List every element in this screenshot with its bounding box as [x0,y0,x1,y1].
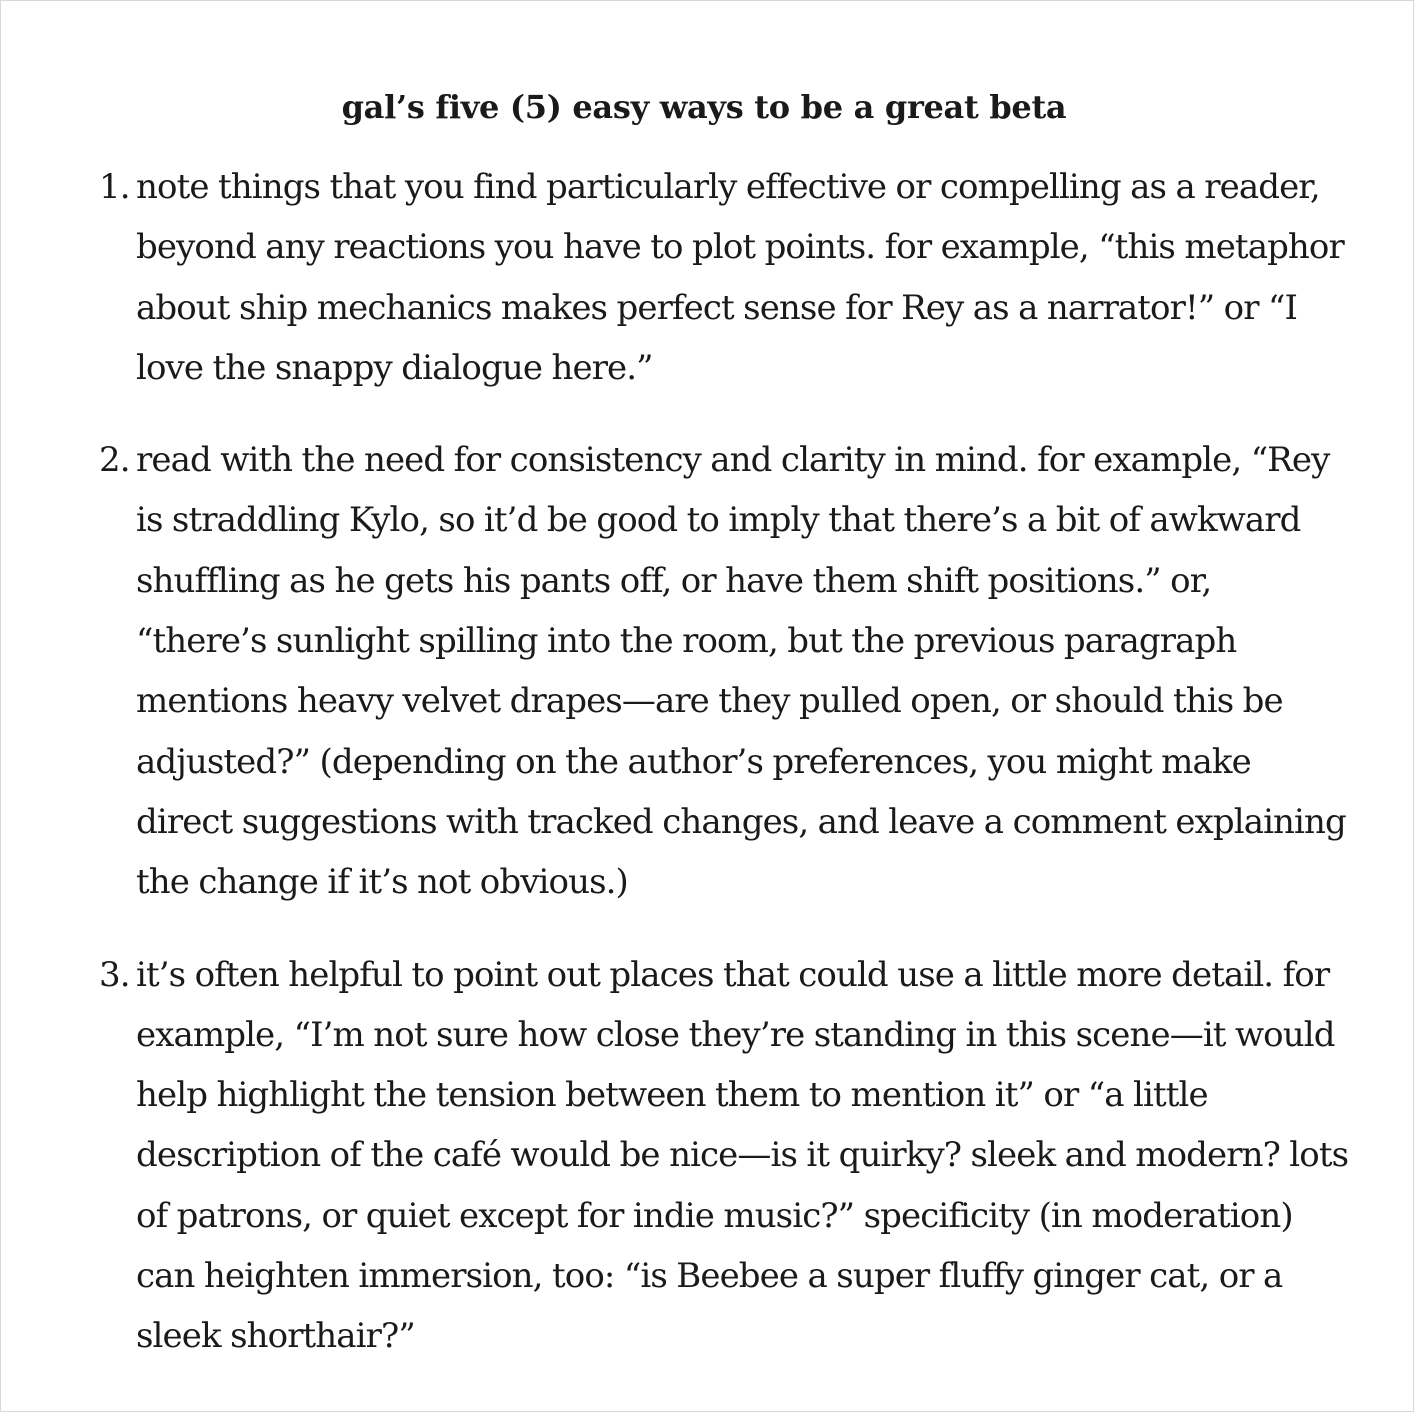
list-item [99,157,1349,398]
document-title: gal’s five (5) easy ways to be a great beta [341,88,1067,126]
tips-list [99,157,1349,1399]
list-item-number: 2. [99,440,130,481]
list-item-text: note things that you find particularly effective or compelling as a reader, beyond any reactions you have to plot points. for example, “this metaphor about ship mechanics makes perfect sense for Rey as a narrator!” or “I love the snappy dialogue here.” [136,167,1344,388]
list-item-number: 1. [99,167,130,207]
list-item-number: 3. [99,954,130,995]
list-item-text: it’s often helpful to point out places that could use a little more detail. for example, “I’m not sure how close they’re standing in this scene—it would help highlight the tension between them to mention it” or “a little description of the café would be nice—is it quirky? sleek and modern? lots of patrons, or quiet except for indie music?” specificity (in moderation) can heighten immersion, too: “is Beebee a super fluffy ginger cat, or a sleek shorthair?” [136,954,1349,1357]
list-item-text: read with the need for consistency and clarity in mind. for example, “Rey is straddling Kylo, so it’d be good to imply that there’s a bit of awkward shuffling as he gets his pants off, or have them shift positions.” or, “there’s sunlight spilling into the room, but the previous paragraph mentions heavy velvet drapes—are they pulled open, or should this be adjusted?” (depending on the author’s preferences, you might make direct suggestions with tracked changes, and leave a comment explaining the change if it’s not obvious.) [136,440,1346,903]
list-item [99,430,1349,912]
list-item [99,945,1349,1367]
